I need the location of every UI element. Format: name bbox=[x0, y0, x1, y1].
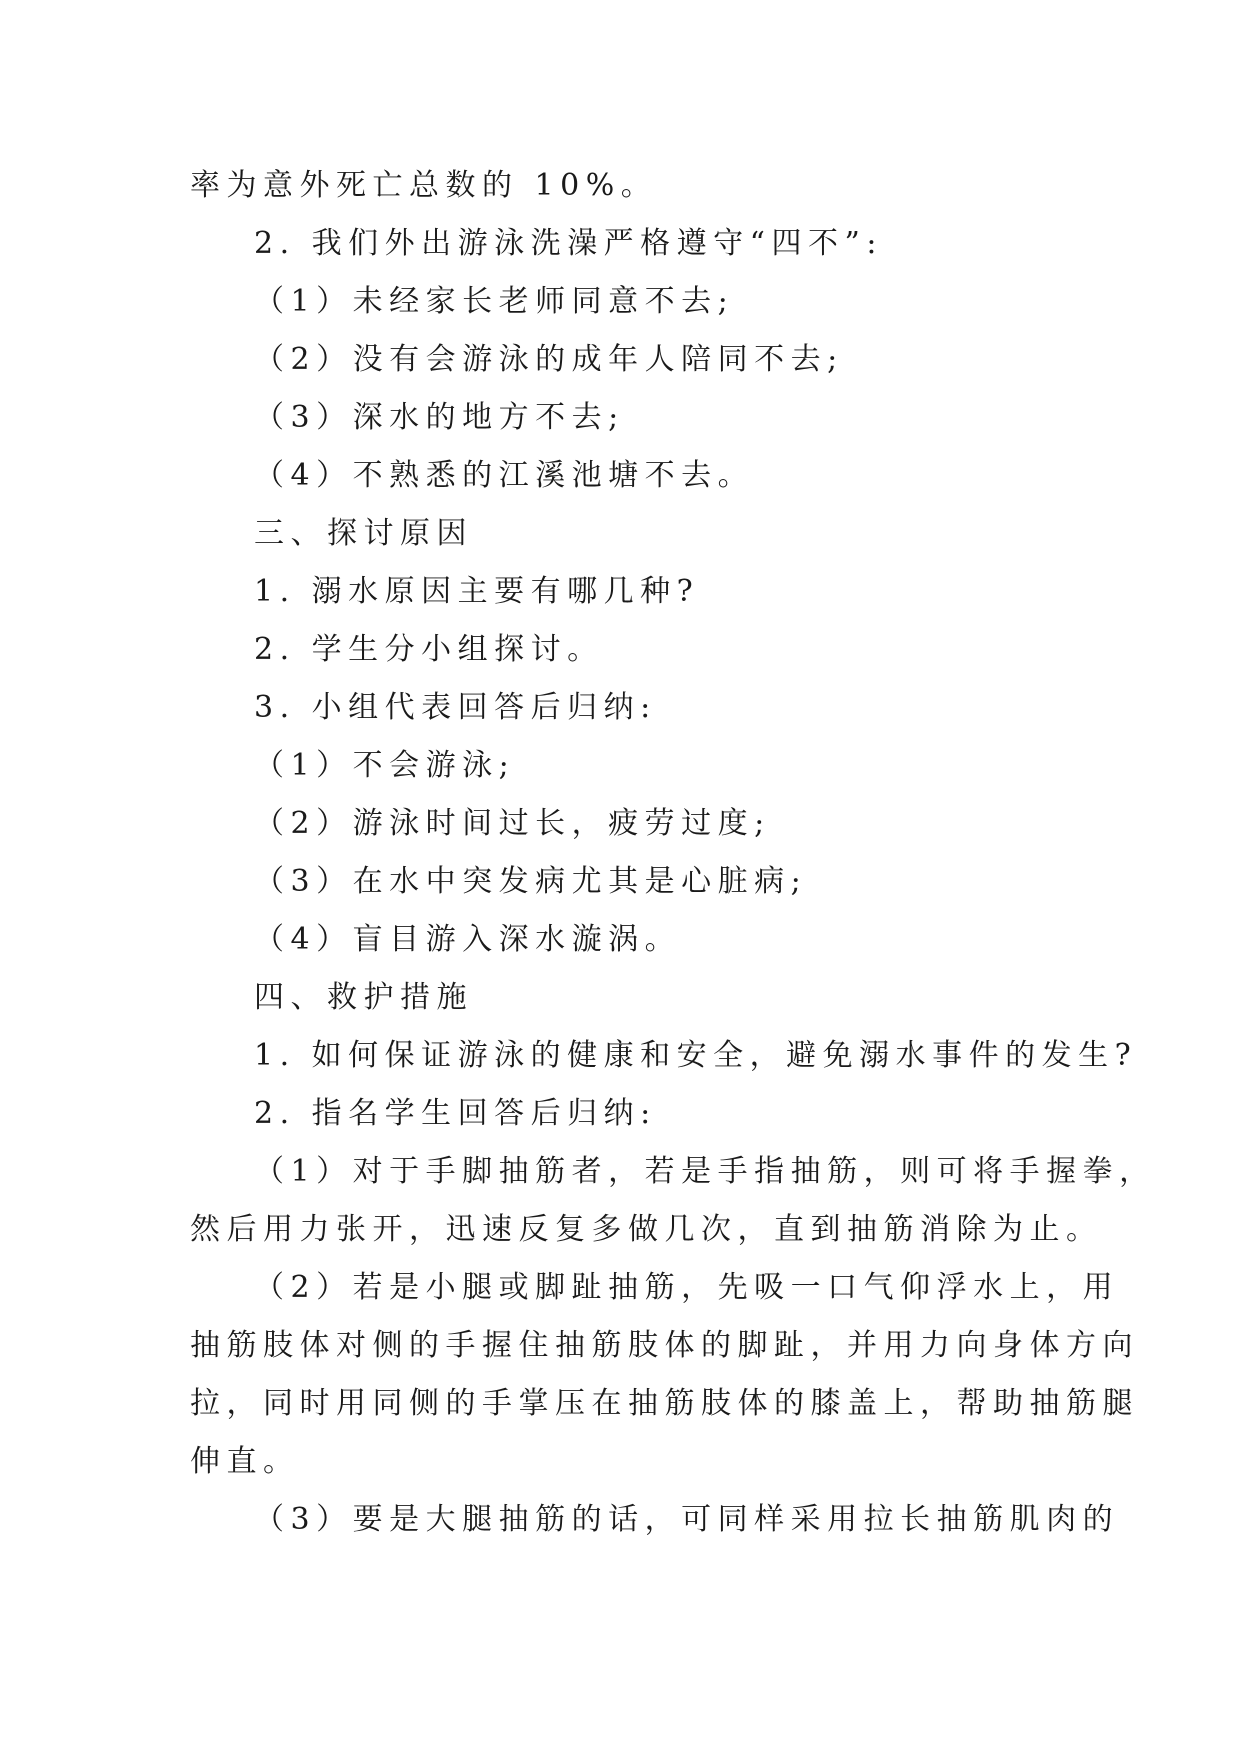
paragraph-line: （1）对于手脚抽筋者，若是手指抽筋，则可将手握拳， bbox=[254, 1154, 1156, 1189]
list-item: （4）不熟悉的江溪池塘不去。 bbox=[254, 458, 755, 493]
list-item: （3）在水中突发病尤其是心脏病; bbox=[254, 864, 808, 899]
section-heading: 三、探讨原因 bbox=[254, 516, 473, 551]
list-item: （1）未经家长老师同意不去; bbox=[254, 284, 735, 319]
list-item: （3）深水的地方不去; bbox=[254, 400, 625, 435]
list-item: 2. 我们外出游泳洗澡严格遵守“四不”: bbox=[254, 226, 883, 261]
section-heading: 四、救护措施 bbox=[254, 980, 473, 1015]
list-item: 3. 小组代表回答后归纳: bbox=[254, 690, 657, 725]
list-item: 1. 溺水原因主要有哪几种? bbox=[254, 574, 700, 609]
paragraph-line: 伸直。 bbox=[190, 1444, 300, 1479]
body-line: 率为意外死亡总数的 10%。 bbox=[190, 168, 658, 203]
list-item: （1）不会游泳; bbox=[254, 748, 516, 783]
list-item: （4）盲目游入深水漩涡。 bbox=[254, 922, 682, 957]
paragraph-line: 拉，同时用同侧的手掌压在抽筋肢体的膝盖上，帮助抽筋腿 bbox=[190, 1386, 1139, 1421]
paragraph-line: 然后用力张开，迅速反复多做几次，直到抽筋消除为止。 bbox=[190, 1212, 1103, 1247]
paragraph-line: （3）要是大腿抽筋的话，可同样采用拉长抽筋肌肉的 bbox=[254, 1502, 1120, 1537]
list-item: 1. 如何保证游泳的健康和安全，避免溺水事件的发生? bbox=[254, 1038, 1138, 1073]
paragraph-line: （2）若是小腿或脚趾抽筋，先吸一口气仰浮水上，用 bbox=[254, 1270, 1120, 1305]
list-item: 2. 学生分小组探讨。 bbox=[254, 632, 604, 667]
paragraph-line: 抽筋肢体对侧的手握住抽筋肢体的脚趾，并用力向身体方向 bbox=[190, 1328, 1139, 1363]
list-item: （2）游泳时间过长，疲劳过度; bbox=[254, 806, 771, 841]
list-item: （2）没有会游泳的成年人陪同不去; bbox=[254, 342, 844, 377]
list-item: 2. 指名学生回答后归纳: bbox=[254, 1096, 657, 1131]
